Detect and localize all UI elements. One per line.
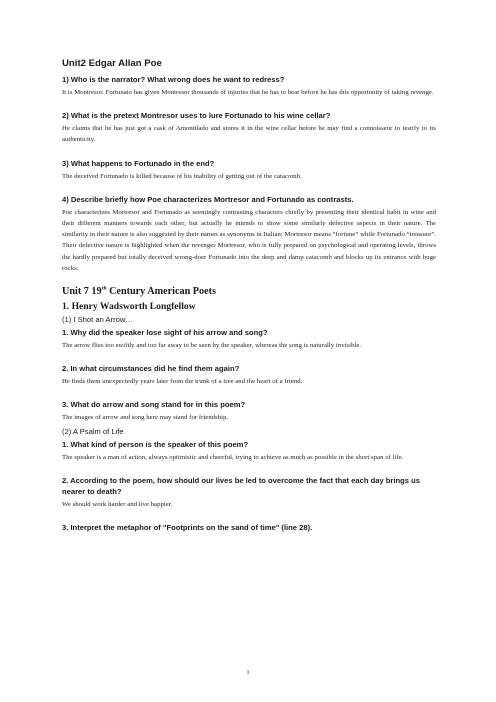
page-number: 1	[246, 670, 250, 676]
answer-3: The deceived Fortunado is killed because of his inability of getting out of the catacomb.	[62, 172, 302, 180]
answer-2: He claims that he has just got a cask of Amontilado and stores it in the wine cellar before he may find a connoisseur to testify to its authenticity.	[62, 125, 436, 144]
poem1-question-1: 1. Why did the speaker lose sight of his arrow and song?	[62, 328, 268, 338]
question-3: 3) What happens to Fortunado in the end?	[62, 158, 215, 168]
poem1-question-2: 2. In what circumstances did he find them again?	[62, 364, 240, 374]
poem2-question-1: 1. What kind of person is the speaker of this poem?	[62, 439, 249, 449]
poem2-question-3: 3. Interpret the metaphor of "Footprints on the sand of time" (line 28).	[62, 523, 313, 533]
document-page	[62, 58, 436, 535]
question-4: 4) Describe briefly how Poe characterizes Mortresor and Fortunado as contrasts.	[62, 194, 354, 204]
poet-heading: 1. Henry Wadsworth Longfellow	[62, 301, 196, 313]
poem1-question-3: 3. What do arrow and song stand for in this poem?	[62, 400, 246, 410]
poem-2-title: (2) A Psalm of Life	[62, 426, 124, 436]
answer-4: Poe characterizes Mortresor and Fortunado as seemingly contrasting characters chiefly by presenting their identical habit in wine and their different manners towards each other, but actually he intends to show some similarly defective aspects in their nature. The similarity in their nature is also suggested by their names as synonyms in Italian: Mortresor means “fortune” while Fortunado “treasure”. Their defective nature is highlighted when the revenger Mortresor, who is fully prepared on psychological and operating levels, throws the hardly prepared but totally deceived wrong-doer Fortunado into the deep and damp catacomb and blocks up its entrance with huge rocks.	[62, 208, 436, 272]
question-1: 1) Who is the narrator? What wrong does he want to redress?	[62, 75, 285, 84]
question-2: 2) What is the pretext Montresor uses to lure Fortunado to his wine cellar?	[62, 111, 331, 121]
poem1-answer-2: He finds them unexpectedly years later from the trunk of a tree and the heart of a friend.	[62, 378, 303, 386]
poem1-answer-3: The images of arrow and song here may stand for friendship.	[62, 414, 229, 422]
poem2-answer-1: The speaker is a man of action, always optimistic and cheerful, trying to achieve as much as possible in the short span of life.	[62, 453, 404, 461]
unit7-heading: Unit 7 19th Century American Poets	[62, 285, 217, 298]
unit2-heading: Unit2 Edgar Allan Poe	[62, 58, 162, 69]
poem-1-title: (1) I Shot an Arrow…	[62, 315, 133, 325]
poem1-answer-1: The arrow flies too swiftly and too far away to be seen by the speaker, whereas the song is naturally invisible.	[62, 342, 362, 350]
poem2-answer-2: We should work harder and live happier.	[62, 500, 173, 508]
poem2-question-2: 2. According to the poem, how should our lives be led to overcome the fact that each day brings us nearer to death?	[62, 475, 420, 496]
answer-1: It is Montresor. Fortunato has given Montresor thousands of injuries that he has to bear before he has this opportunity of taking revenge.	[62, 89, 434, 96]
